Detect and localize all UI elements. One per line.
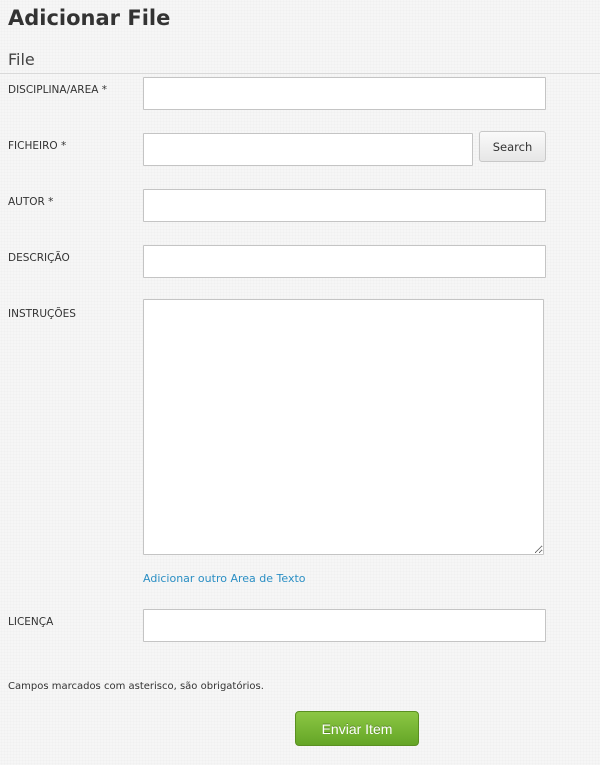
autor-label: AUTOR * [8,196,54,208]
section-divider [0,73,600,74]
page-title: Adicionar File [8,6,171,30]
disciplina-input[interactable] [143,77,546,110]
instrucoes-label: INSTRUÇÕES [8,308,76,320]
disciplina-label: DISCIPLINA/AREA * [8,84,108,96]
ficheiro-input[interactable] [143,133,473,166]
autor-input[interactable] [143,189,546,222]
submit-button[interactable]: Enviar Item [295,711,419,746]
licenca-input[interactable] [143,609,546,642]
search-button[interactable]: Search [479,131,546,162]
descricao-input[interactable] [143,245,546,278]
required-fields-note: Campos marcados com asterisco, são obrigatórios. [8,681,264,692]
ficheiro-label: FICHEIRO * [8,140,67,152]
section-title: File [8,50,35,69]
instrucoes-textarea[interactable] [143,299,544,555]
add-text-area-link[interactable]: Adicionar outro Area de Texto [143,572,306,585]
descricao-label: DESCRIÇÃO [8,252,70,264]
licenca-label: LICENÇA [8,616,54,628]
